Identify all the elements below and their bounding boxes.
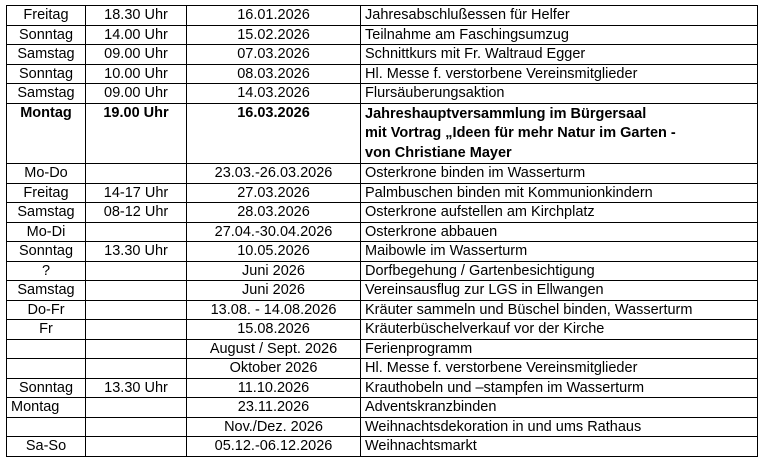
time-cell [86,300,187,320]
time-cell [86,320,187,340]
event-text: Osterkrone abbauen [365,223,498,240]
event-cell [361,183,758,203]
event-text: Hl. Messe f. verstorbene Vereinsmitglieder [365,360,638,376]
day-cell: Samstag [7,281,86,301]
date-cell: 10.05.2026 [187,242,361,262]
event-text: Weihnachtsdekoration in und ums Rathaus [365,418,642,435]
date-cell: 28.03.2026 [187,203,361,223]
event-text: Osterkrone aufstellen am Kirchplatz [365,204,595,220]
table-row [7,45,758,65]
time-cell: 14.00 Uhr [86,25,187,45]
event-cell [361,320,758,340]
day-cell: Samstag [7,45,86,65]
event-cell [361,64,758,84]
event-cell [361,45,758,65]
day-cell: Sonntag [7,378,86,398]
time-cell: 14-17 Uhr [86,183,187,203]
table-row [7,25,758,45]
event-cell [361,164,758,184]
day-cell: Samstag [7,203,86,223]
date-cell: 16.01.2026 [187,6,361,26]
event-cell [361,437,758,457]
time-cell: 18.30 Uhr [86,6,187,26]
day-cell: Freitag [7,183,86,203]
event-cell [361,103,758,164]
day-cell [7,339,86,359]
event-text: Dorfbegehung / Gartenbesichtigung [365,262,595,279]
date-cell: 23.03.-26.03.2026 [187,164,361,184]
event-cell [361,84,758,104]
event-text: Osterkrone binden im Wasserturm [365,165,586,181]
date-cell: 05.12.-06.12.2026 [187,437,361,457]
table-row [7,281,758,301]
event-text: mit Vortrag „Ideen für mehr Natur im Garten - [365,125,676,141]
table-row [7,261,758,281]
event-text: Krauthobeln und –stampfen im Wasserturm [365,379,645,396]
day-cell: Sonntag [7,64,86,84]
time-cell: 13.30 Uhr [86,378,187,398]
event-text: Ferienprogramm [365,340,473,357]
day-cell: Fr [7,320,86,340]
event-cell [361,339,758,359]
event-cell [361,222,758,242]
event-text: Teilnahme am Faschingsumzug [365,26,569,43]
time-cell: 19.00 Uhr [86,103,187,164]
day-cell [7,359,86,379]
table-row [7,300,758,320]
date-cell: August / Sept. 2026 [187,339,361,359]
table-row [7,164,758,184]
event-text: Flursäuberungsaktion [365,85,505,101]
event-cell [361,281,758,301]
date-cell: 23.11.2026 [187,398,361,418]
table-row [7,417,758,437]
event-text: Schnittkurs mit Fr. Waltraud Egger [365,46,586,62]
event-text: von Christiane Mayer [365,144,512,161]
date-cell: 15.08.2026 [187,320,361,340]
date-cell: Juni 2026 [187,281,361,301]
table-row [7,242,758,262]
day-cell: Montag [7,103,86,164]
day-cell: Sonntag [7,242,86,262]
time-cell: 13.30 Uhr [86,242,187,262]
time-cell [86,281,187,301]
table-row [7,359,758,379]
time-cell: 09.00 Uhr [86,45,187,65]
table-row [7,6,758,26]
day-cell: Do-Fr [7,300,86,320]
date-cell: 07.03.2026 [187,45,361,65]
date-cell: 27.03.2026 [187,183,361,203]
date-cell: 11.10.2026 [187,378,361,398]
date-cell: Oktober 2026 [187,359,361,379]
table-row [7,378,758,398]
schedule-body [7,6,758,457]
time-cell [86,164,187,184]
schedule-container [6,5,758,457]
day-cell: Montag [7,398,86,418]
table-row [7,84,758,104]
event-text: Maibowle im Wasserturm [365,243,528,259]
date-cell: 27.04.-30.04.2026 [187,222,361,242]
time-cell [86,222,187,242]
event-text: Vereinsausflug zur LGS in Ellwangen [365,282,604,298]
event-text: Jahreshauptversammlung im Bürgersaal [365,105,647,122]
day-cell: ? [7,261,86,281]
event-text: Jahresabschlußessen für Helfer [365,7,570,23]
event-text: Weihnachtsmarkt [365,438,477,454]
event-cell [361,261,758,281]
time-cell [86,261,187,281]
time-cell [86,417,187,437]
table-row [7,64,758,84]
event-cell [361,203,758,223]
event-text: Palmbuschen binden mit Kommunionkindern [365,184,653,201]
day-cell: Mo-Di [7,222,86,242]
event-cell [361,6,758,26]
table-row [7,203,758,223]
event-cell [361,378,758,398]
day-cell: Samstag [7,84,86,104]
event-schedule-table [6,5,758,457]
day-cell: Sonntag [7,25,86,45]
time-cell [86,398,187,418]
date-cell: 16.03.2026 [187,103,361,164]
day-cell [7,417,86,437]
table-row [7,398,758,418]
event-text: Kräuterbüschelverkauf vor der Kirche [365,321,605,337]
table-row [7,103,758,164]
event-cell [361,25,758,45]
table-row [7,183,758,203]
date-cell: 14.03.2026 [187,84,361,104]
event-text: Hl. Messe f. verstorbene Vereinsmitglieder [365,65,638,82]
day-cell: Mo-Do [7,164,86,184]
date-cell: 15.02.2026 [187,25,361,45]
event-text: Adventskranzbinden [365,399,497,415]
event-cell [361,359,758,379]
event-cell [361,300,758,320]
table-row [7,437,758,457]
table-row [7,320,758,340]
event-text: Kräuter sammeln und Büschel binden, Wasserturm [365,301,693,318]
event-cell [361,417,758,437]
time-cell [86,437,187,457]
table-row [7,339,758,359]
date-cell: 13.08. - 14.08.2026 [187,300,361,320]
event-cell [361,242,758,262]
event-cell [361,398,758,418]
date-cell: Nov./Dez. 2026 [187,417,361,437]
time-cell: 08-12 Uhr [86,203,187,223]
date-cell: 08.03.2026 [187,64,361,84]
time-cell: 09.00 Uhr [86,84,187,104]
day-cell: Freitag [7,6,86,26]
table-row [7,222,758,242]
day-cell: Sa-So [7,437,86,457]
time-cell [86,359,187,379]
date-cell: Juni 2026 [187,261,361,281]
time-cell: 10.00 Uhr [86,64,187,84]
time-cell [86,339,187,359]
